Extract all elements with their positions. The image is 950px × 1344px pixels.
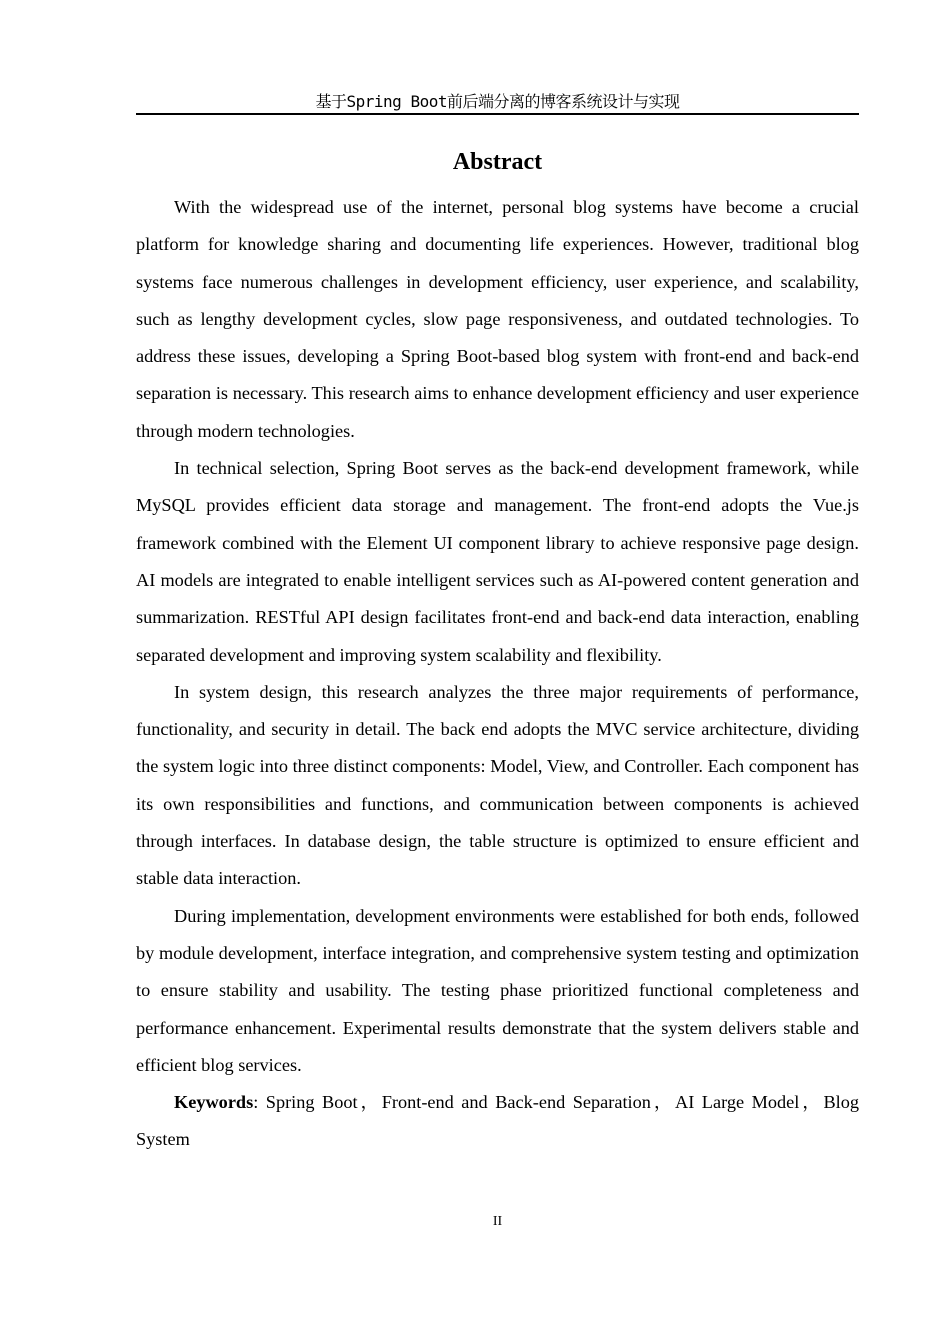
paragraph: During implementation, development environments were established for both ends, followed by module development, interface integration, and comprehensive system testing and optimization to ensure stability and usability. The testing phase prioritized functional completeness and performance enhancement. Experimental results demonstrate that the system delivers stable and efficient blog services. <box>136 905 859 1075</box>
keywords-text: : Spring Boot，Front-end and Back-end Separation，AI Large Model，Blog System <box>136 1092 859 1150</box>
page-number: II <box>492 1214 503 1229</box>
keywords <box>136 1084 859 1159</box>
paragraph: In system design, this research analyzes the three major requirements of performance, functionality, and security in detail. The back end adopts the MVC service architecture, dividing the system logic into three distinct components: Model, View, and Controller. Each component has its own responsibilities and functions, and communication between components is achieved through interfaces. In database design, the table structure is optimized to ensure efficient and stable data interaction. <box>136 681 859 889</box>
running-header: 基于Spring Boot前后端分离的博客系统设计与实现 <box>315 92 680 111</box>
keywords-label: Keywords <box>174 1092 254 1113</box>
paragraph: In technical selection, Spring Boot serves as the back-end development framework, while MySQL provides efficient data storage and management. The front-end adopts the Vue.js framework combined with the Element UI component library to achieve responsive page design. AI models are integrated to enable intelligent services such as AI-powered content generation and summarization. RESTful API design facilitates front-end and back-end data interaction, enabling separated development and improving system scalability and flexibility. <box>136 458 859 665</box>
header-rule <box>136 113 859 115</box>
page-title: Abstract <box>452 149 543 175</box>
abstract-body <box>136 189 859 1159</box>
paragraph: With the widespread use of the internet, personal blog systems have become a crucial platform for knowledge sharing and documenting life experiences. However, traditional blog systems face numerous challenges in development efficiency, user experience, and scalability, such as lengthy development cycles, slow page responsiveness, and outdated technologies. To address these issues, developing a Spring Boot-based blog system with front-end and back-end separation is necessary. This research aims to enhance development efficiency and user experience through modern technologies. <box>136 197 859 441</box>
